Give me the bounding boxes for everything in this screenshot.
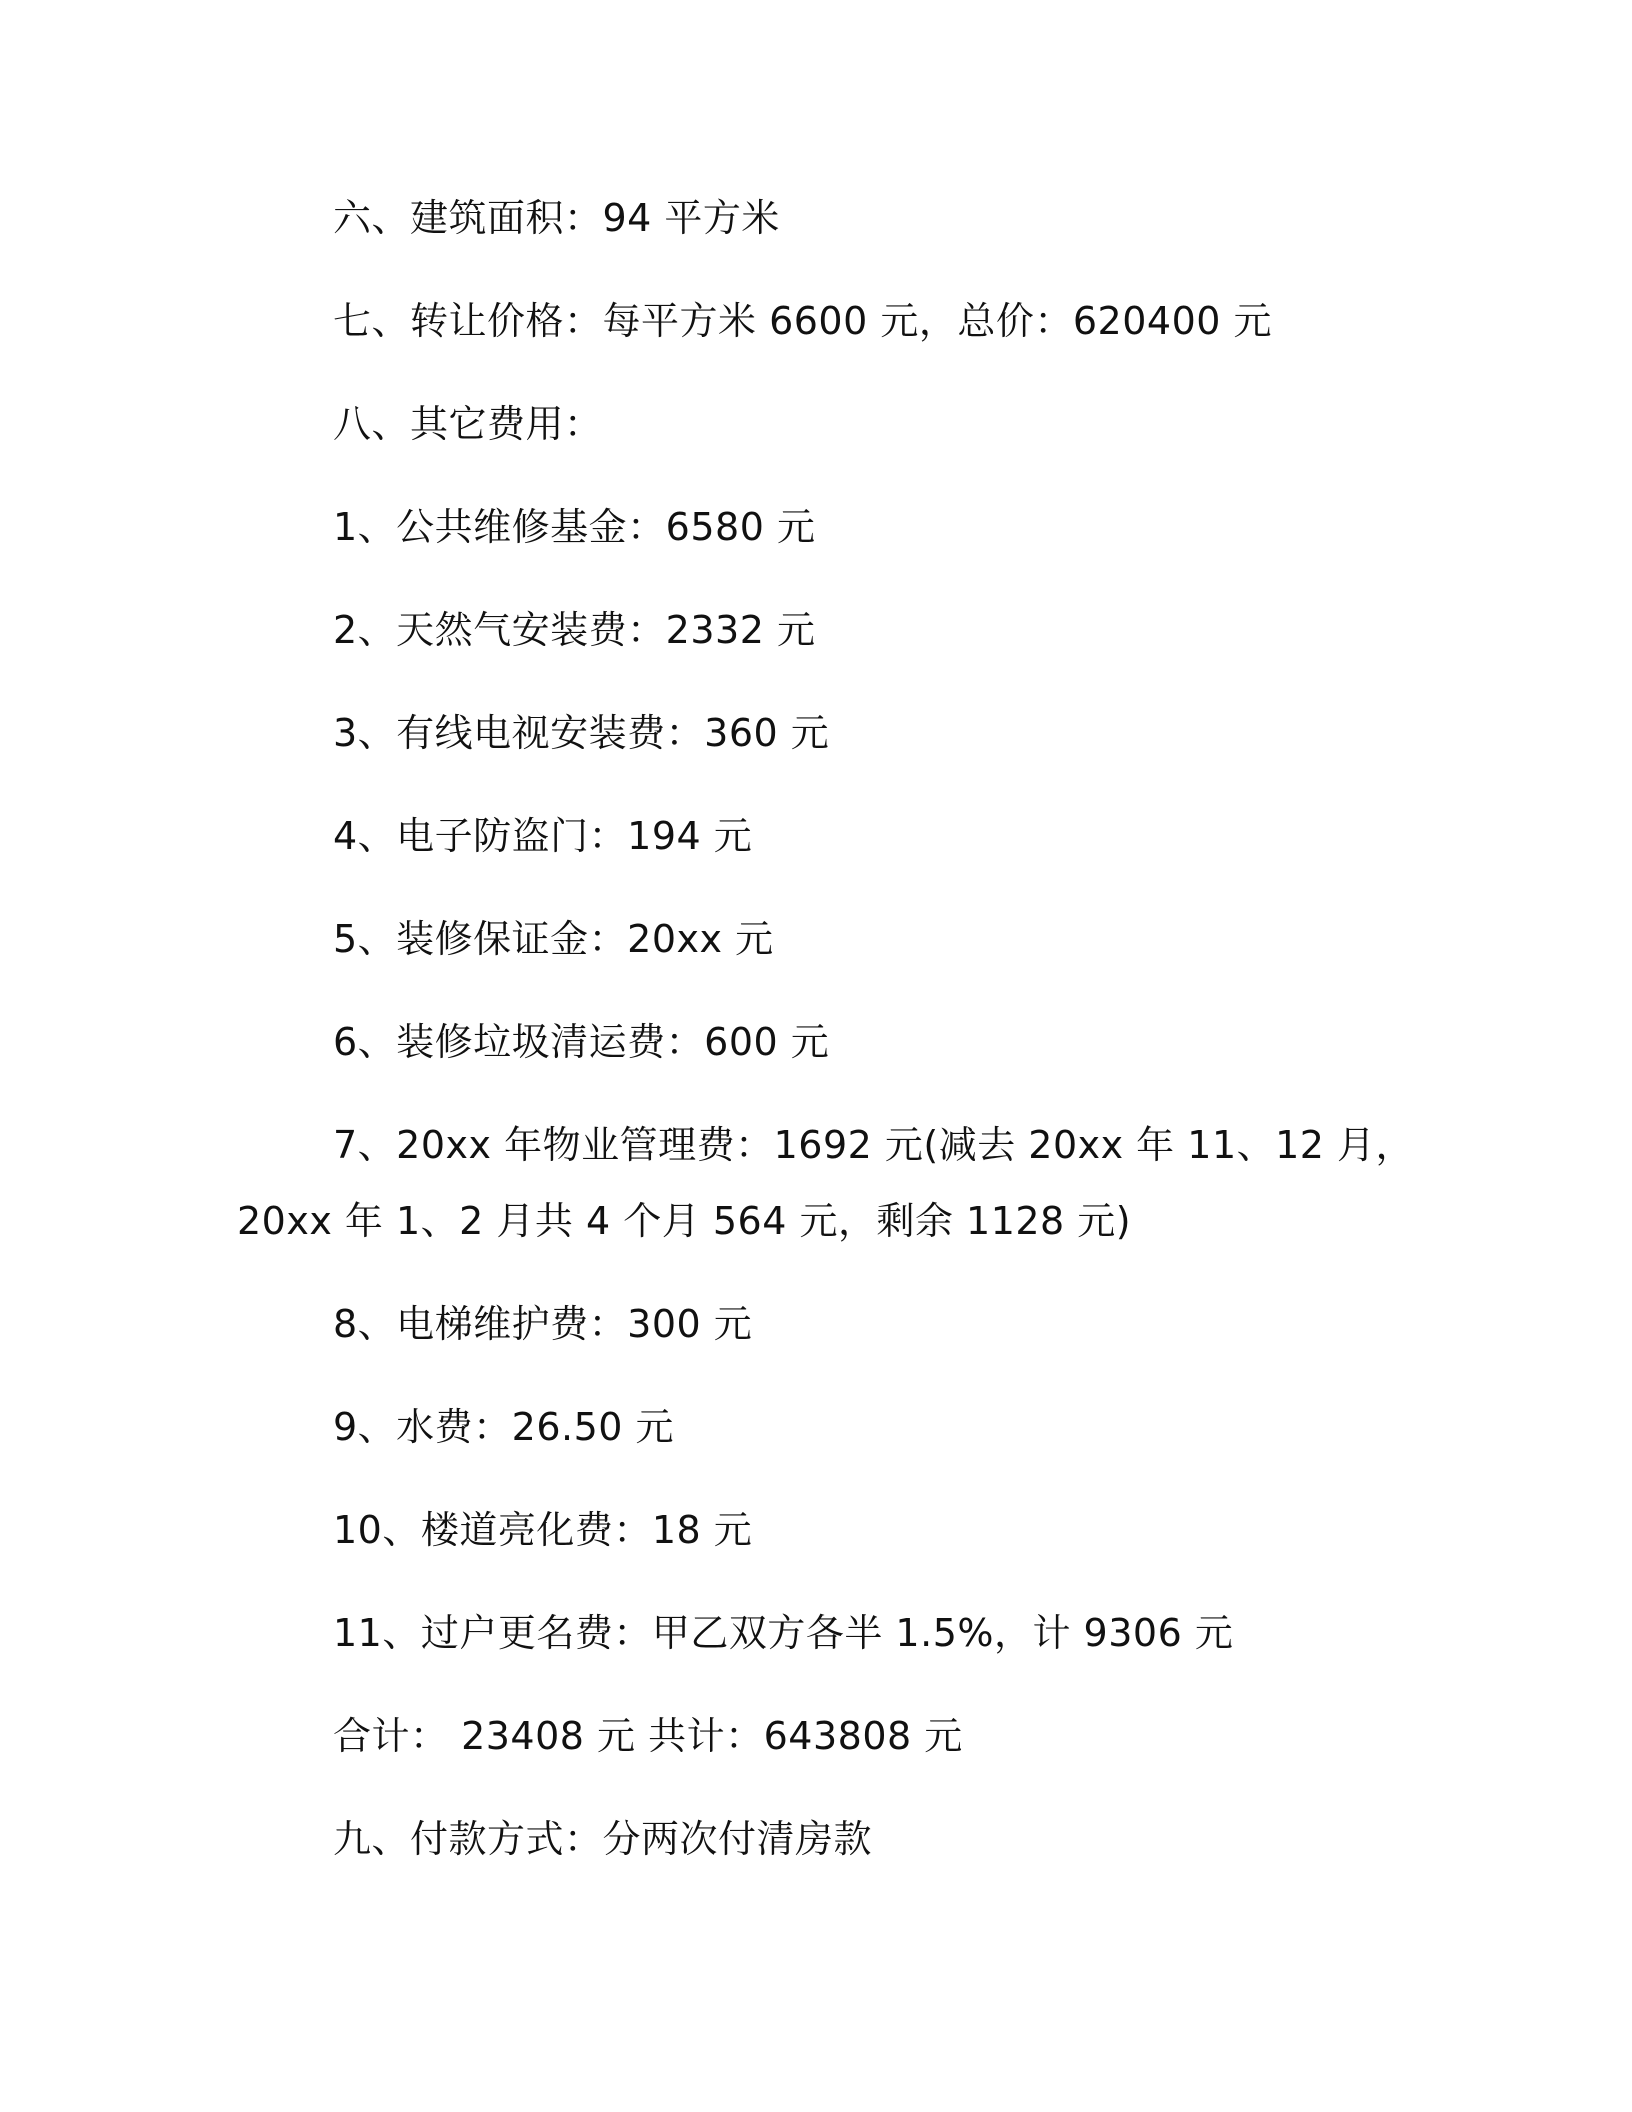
text-line-security-door: 4、电子防盗门：194 元 [333, 814, 753, 858]
text-line-transfer-price: 七、转让价格：每平方米 6600 元，总价：620400 元 [333, 299, 1273, 343]
text-line-maintenance-fund: 1、公共维修基金：6580 元 [333, 505, 816, 549]
text-line-property-management-cont: 20xx 年 1、2 月共 4 个月 564 元，剩余 1128 元) [237, 1199, 1132, 1243]
text-line-building-area: 六、建筑面积：94 平方米 [333, 196, 780, 240]
text-line-gas-installation: 2、天然气安装费：2332 元 [333, 608, 816, 652]
text-line-property-management: 7、20xx 年物业管理费：1692 元(减去 20xx 年 11、12 月， [333, 1123, 1415, 1167]
text-line-corridor-lighting: 10、楼道亮化费：18 元 [333, 1508, 753, 1552]
text-line-water-fee: 9、水费：26.50 元 [333, 1405, 675, 1449]
text-line-totals: 合计： 23408 元 共计：643808 元 [333, 1714, 963, 1758]
text-line-renovation-deposit: 5、装修保证金：20xx 元 [333, 917, 774, 961]
text-line-cable-tv: 3、有线电视安装费：360 元 [333, 711, 830, 755]
text-line-elevator-maintenance: 8、电梯维护费：300 元 [333, 1302, 753, 1346]
text-line-waste-removal: 6、装修垃圾清运费：600 元 [333, 1020, 830, 1064]
text-line-other-fees-heading: 八、其它费用： [333, 402, 603, 446]
text-line-transfer-fee: 11、过户更名费：甲乙双方各半 1.5%，计 9306 元 [333, 1611, 1234, 1655]
text-line-payment-method: 九、付款方式：分两次付清房款 [333, 1817, 873, 1861]
